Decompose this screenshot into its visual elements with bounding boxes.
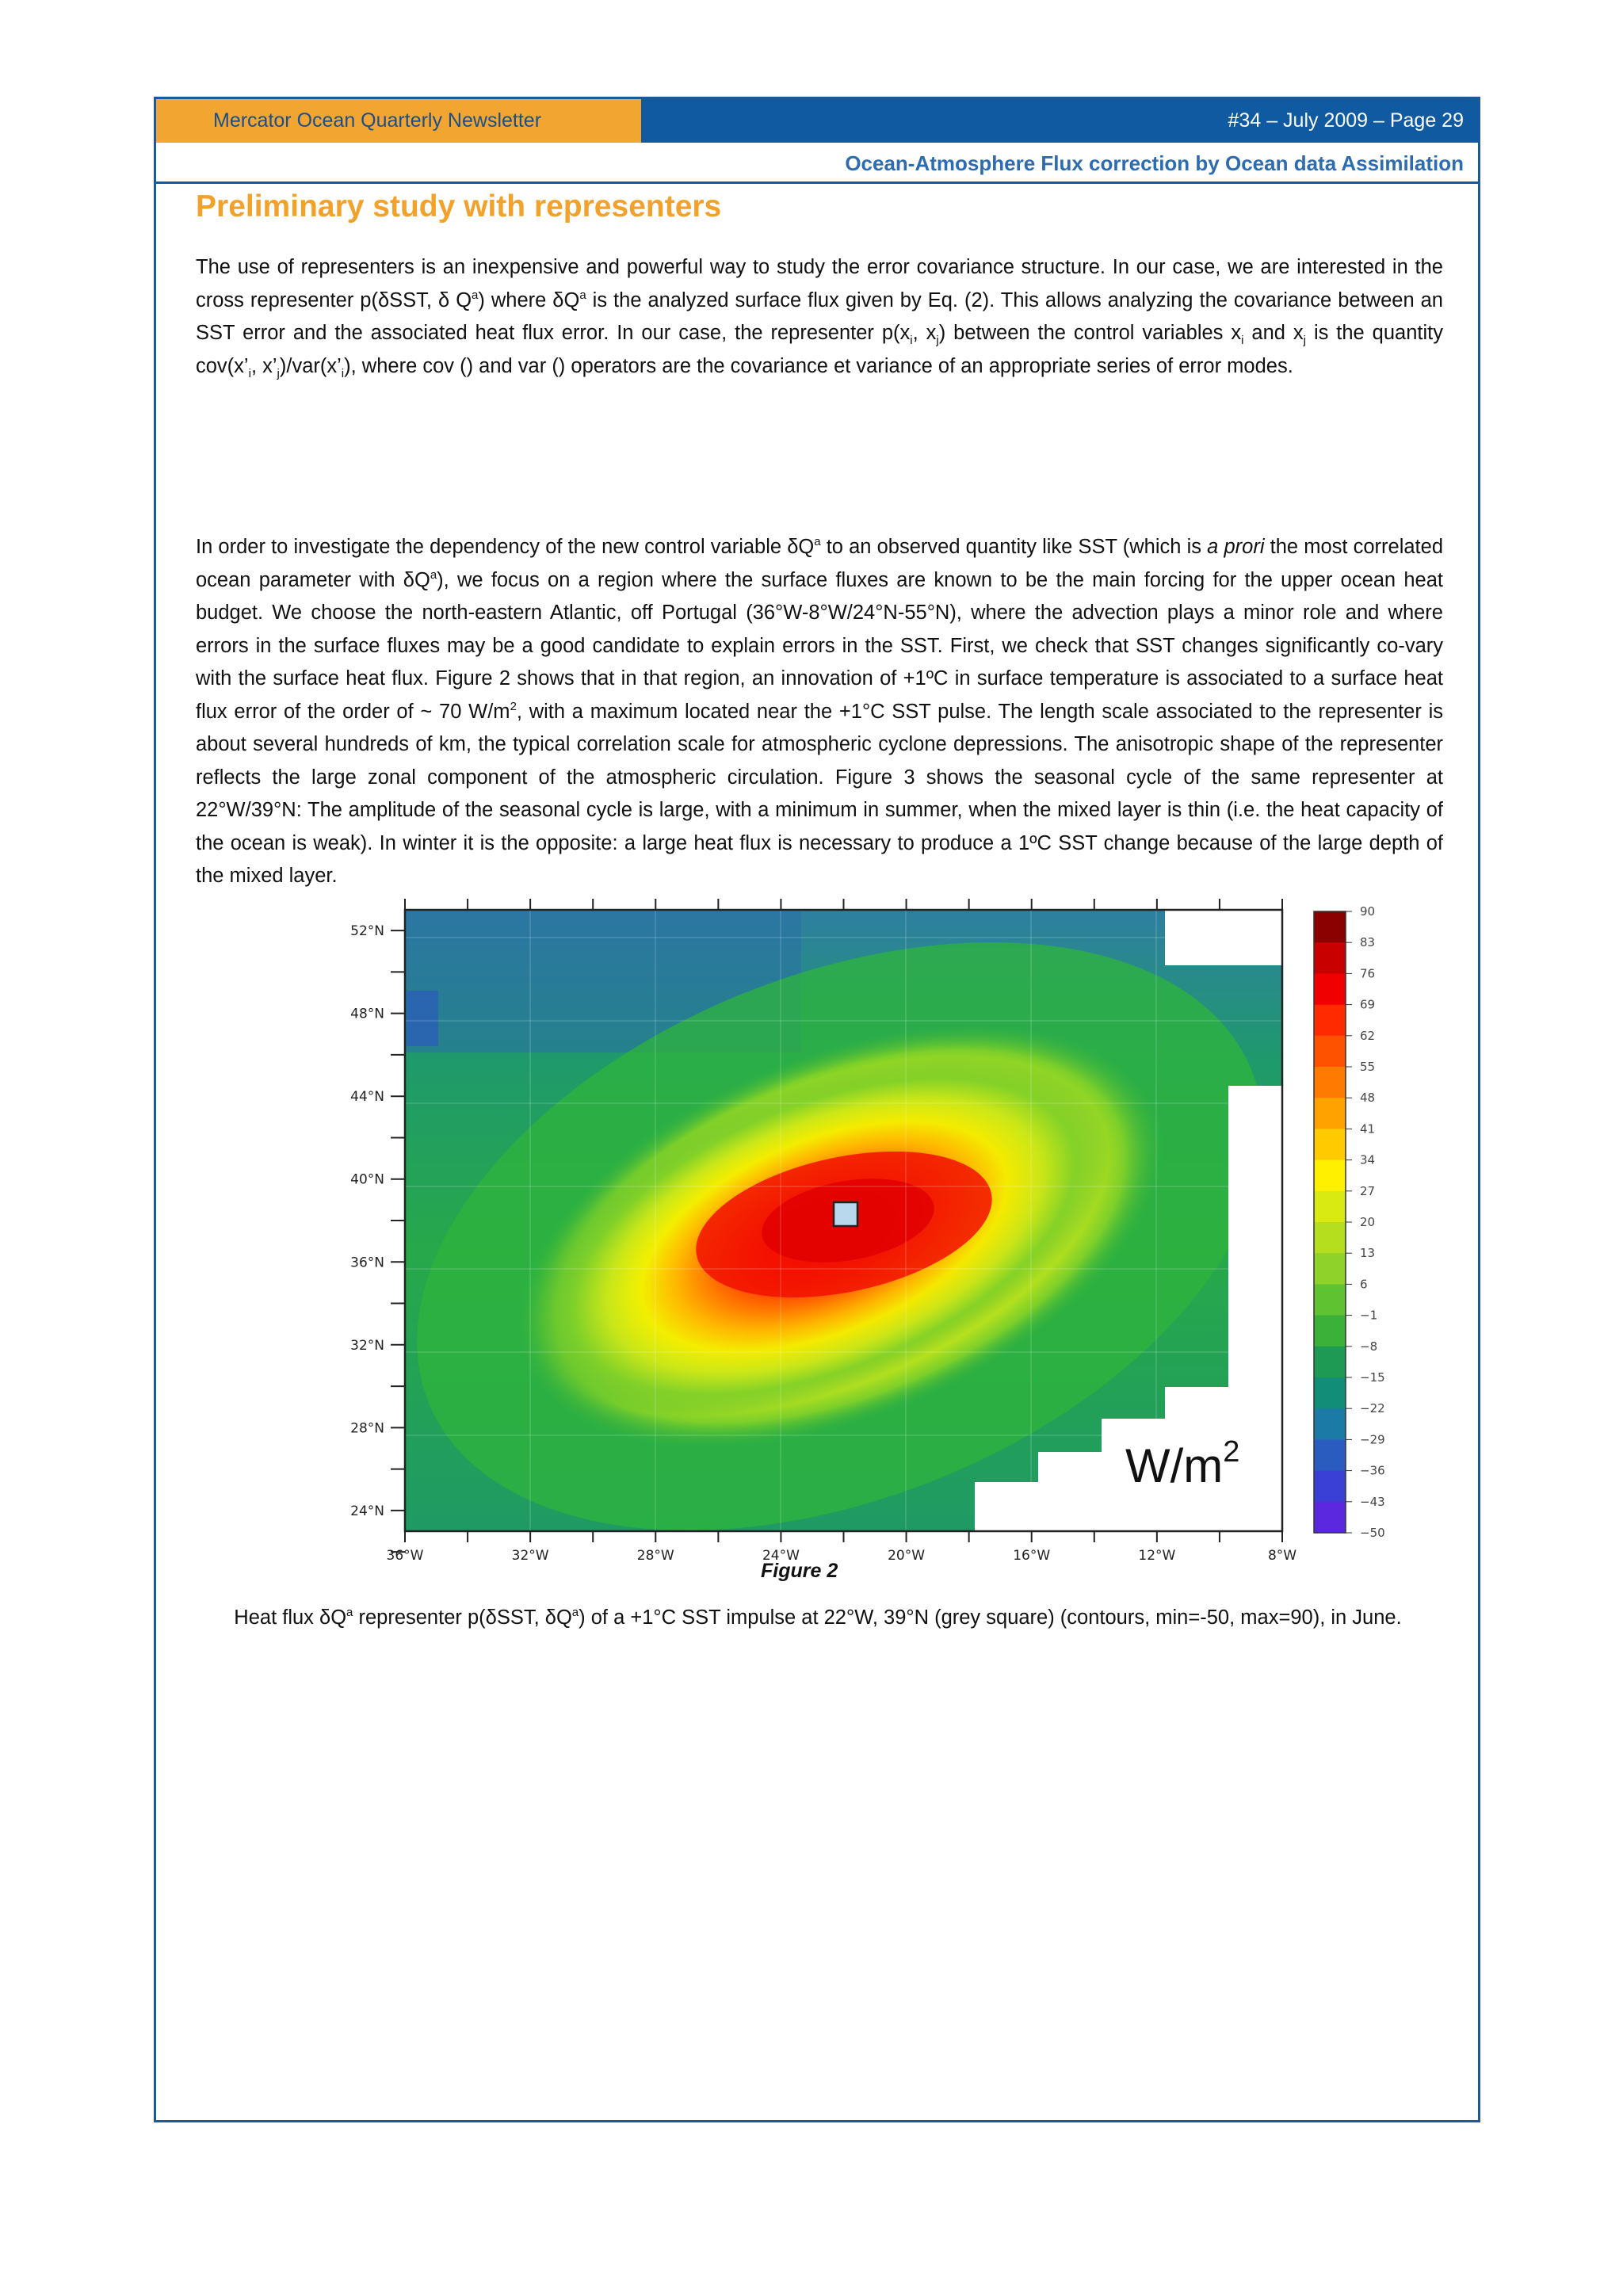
y-tick-label: 28°N xyxy=(350,1420,384,1437)
colorbar-segment xyxy=(1314,1347,1346,1378)
colorbar-tick-label: −36 xyxy=(1360,1463,1385,1478)
colorbar-tick-label: −29 xyxy=(1360,1432,1385,1447)
colorbar-tick-label: 76 xyxy=(1360,966,1376,981)
y-tick-label: 48°N xyxy=(350,1006,384,1022)
representer-heatmap xyxy=(190,872,1426,1585)
colorbar-segment xyxy=(1314,1439,1346,1471)
x-tick-label: 12°W xyxy=(1138,1548,1176,1564)
colorbar-tick-label: −15 xyxy=(1360,1370,1385,1385)
colorbar-segment xyxy=(1314,1191,1346,1223)
colorbar-tick-label: −8 xyxy=(1360,1339,1378,1354)
colorbar-tick-label: −22 xyxy=(1360,1401,1385,1416)
colorbar-tick-label: 27 xyxy=(1360,1183,1376,1198)
article-subtitle: Ocean-Atmosphere Flux correction by Ocean data Assimilation xyxy=(156,143,1478,184)
issue-page-label: #34 – July 2009 – Page 29 xyxy=(641,99,1478,143)
x-tick-label: 32°W xyxy=(511,1548,549,1564)
colorbar-tick-label: 69 xyxy=(1360,997,1376,1012)
colorbar-tick-label: 20 xyxy=(1360,1215,1376,1229)
newsletter-name: Mercator Ocean Quarterly Newsletter xyxy=(156,99,641,143)
colorbar-tick-label: 55 xyxy=(1360,1060,1376,1074)
colorbar-segment xyxy=(1314,1284,1346,1316)
colorbar-tick-label: 41 xyxy=(1360,1121,1376,1137)
colorbar-segment xyxy=(1314,942,1346,974)
colorbar-segment xyxy=(1314,1377,1346,1409)
colorbar-segment xyxy=(1314,1253,1346,1285)
figure-caption: Heat flux $\delta Q^a$ representer p(δSST, $\delta Q^a$) of a +1°C SST impulse at 22°W, 39°N (grey square) (contours, min=-50, max=90), in June. xyxy=(234,1606,1402,1629)
y-tick-label: 44°N xyxy=(350,1089,384,1106)
colorbar-segment xyxy=(1314,1005,1346,1037)
colorbar-tick-label: 34 xyxy=(1360,1152,1376,1167)
colorbar-tick-label: 83 xyxy=(1360,935,1376,950)
unit-label: $W/m^2$ xyxy=(1125,1435,1240,1492)
colorbar-segment xyxy=(1314,1098,1346,1129)
colorbar-tick-label: 6 xyxy=(1360,1277,1368,1292)
colorbar-segment xyxy=(1314,911,1346,943)
paragraph-2: In order to investigate the dependency of the new control variable $\delta Q^a$ to an observed quantity like SST (which is a prori the most correlated ocean parameter with $\delta Q^a$), we focus on a region where the surface fluxes are known to be the main forcing for the upper ocean heat budget. We choose the north-eastern Atlantic, off Portugal (36°W-8°W/24°N-55°N), where the advection plays a minor role and where errors in the surface fluxes may be a good candidate to explain errors in the SST. First, we check that SST changes significantly co-vary with the surface heat flux. Figure 2 shows that in that region, an innovation of +1ºC in surface temperature is associated to a surface heat flux error of the order of ~ 70 $W/m^2$, with a maximum located near the +1°C SST pulse. The length scale associated to the representer is about several hundreds of km, the typical correlation scale for atmospheric cyclone depressions. The anisotropic shape of the representer reflects the large zonal component of the atmospheric circulation. Figure 3 shows the seasonal cycle of the same representer at 22°W/39°N: The amplitude of the seasonal cycle is large, with a minimum in summer, when the mixed layer is thin (i.e. the heat capacity of the ocean is weak). In winter it is the opposite: a large heat flux is necessary to produce a 1ºC SST change because of the large depth of the mixed layer. xyxy=(196,535,1444,887)
colorbar-segment xyxy=(1314,1067,1346,1098)
figure-label: Figure 2 xyxy=(761,1560,838,1582)
x-tick-label: 20°W xyxy=(888,1548,926,1564)
colorbar-segment xyxy=(1314,1471,1346,1503)
colorbar-tick-label: 90 xyxy=(1360,904,1376,919)
section-title: Preliminary study with representers xyxy=(196,189,722,223)
y-tick-label: 24°N xyxy=(350,1503,384,1519)
y-tick-label: 36°N xyxy=(350,1255,384,1271)
colorbar-segment xyxy=(1314,1222,1346,1254)
colorbar-tick-label: −43 xyxy=(1360,1494,1385,1509)
paragraph-1: The use of representers is an inexpensive and powerful way to study the error covariance structure. In our case, we are interested in the cross representer p(δSST, δ $Q^a$) where $\delta Q^a$ is the analyzed surface flux given by Eq. (2). This allows analyzing the covariance between an SST error and the associated heat flux error. In our case, the representer $p(x_i$, $x_j$) between the control variables $x_i$ and $x_j$ is the quantity $cov(x’_i$, $x’_j)/var(x’_i)$, where cov () and var () operators are the covariance et variance of an appropriate series of error modes. xyxy=(196,256,1443,380)
colorbar-tick-label: 62 xyxy=(1360,1028,1376,1043)
x-tick-label: 36°W xyxy=(386,1548,424,1564)
colorbar xyxy=(1314,904,1385,1540)
y-tick-label: 32°N xyxy=(350,1337,384,1354)
header-bar xyxy=(156,99,1478,143)
x-tick-label: 8°W xyxy=(1267,1548,1297,1564)
y-axis xyxy=(350,923,405,1552)
colorbar-segment xyxy=(1314,1129,1346,1160)
impulse-square-marker xyxy=(834,1202,857,1226)
colorbar-segment xyxy=(1314,1036,1346,1068)
colorbar-segment xyxy=(1314,1316,1346,1347)
x-tick-label: 24°W xyxy=(762,1548,800,1564)
y-tick-label: 52°N xyxy=(350,923,384,940)
colorbar-segment xyxy=(1314,1502,1346,1534)
colorbar-segment xyxy=(1314,973,1346,1005)
y-tick-label: 40°N xyxy=(350,1171,384,1188)
colorbar-segment xyxy=(1314,1408,1346,1440)
colorbar-tick-label: −1 xyxy=(1360,1308,1378,1323)
x-tick-label: 16°W xyxy=(1013,1548,1051,1564)
colorbar-segment xyxy=(1314,1160,1346,1192)
colorbar-tick-label: −50 xyxy=(1360,1526,1385,1540)
colorbar-tick-label: 13 xyxy=(1360,1246,1376,1261)
x-tick-label: 28°W xyxy=(636,1548,674,1564)
colorbar-tick-label: 48 xyxy=(1360,1091,1376,1106)
